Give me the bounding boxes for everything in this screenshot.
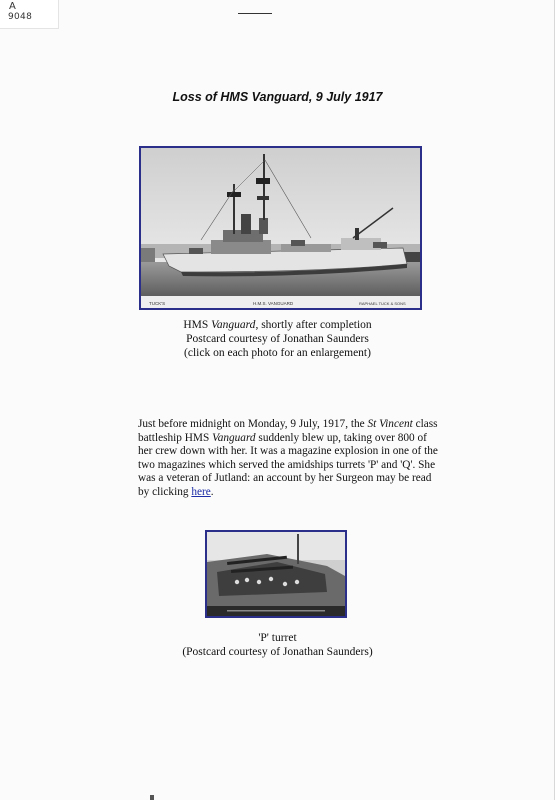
caption-line-1 xyxy=(0,318,555,332)
bottom-mark xyxy=(150,795,154,800)
paragraph-text: . xyxy=(210,485,214,498)
main-photo-caption xyxy=(0,318,555,360)
turret-caption-line-1: 'P' turret xyxy=(258,632,297,644)
paragraph-text: suddenly blew up, taking over 800 of her crew down with her. It was a magazine explosion in one of the two magazines which served the amidships turrets 'P' and 'Q'. She was a veteran of Jutland: an account by her Surgeon may be read by clicking xyxy=(138,431,438,498)
paragraph-text: class battleship HMS xyxy=(138,418,438,444)
battleship-image xyxy=(141,148,420,308)
photo-label-left: TUCK'S xyxy=(149,301,166,306)
body-paragraph xyxy=(138,418,438,500)
photo-label-right: RAPHAEL TUCK & SONS xyxy=(359,301,406,306)
ship-name-italic: Vanguard xyxy=(211,319,256,331)
archive-letter: A xyxy=(9,1,16,12)
caption-text: , shortly after completion xyxy=(255,319,372,331)
p-turret-photo[interactable] xyxy=(205,530,347,618)
archive-number: 9048 xyxy=(8,12,33,22)
vanguard-photo[interactable] xyxy=(139,146,422,310)
ship-name-italic: Vanguard xyxy=(212,431,256,444)
caption-line-2: Postcard courtesy of Jonathan Saunders xyxy=(186,333,369,345)
turret-caption-line-2: (Postcard courtesy of Jonathan Saunders) xyxy=(182,646,373,658)
page-title: Loss of HMS Vanguard, 9 July 1917 xyxy=(172,90,383,104)
photo-label-center: H.M.S. VANGUARD xyxy=(253,301,294,306)
turret-image xyxy=(207,532,345,616)
caption-text: HMS xyxy=(183,319,212,331)
turret-photo-caption xyxy=(0,631,555,659)
archive-stamp xyxy=(0,0,59,29)
caption-line-3: (click on each photo for an enlargement) xyxy=(184,347,371,359)
top-dash xyxy=(238,13,272,14)
class-name-italic: St Vincent xyxy=(367,418,413,430)
paragraph-text: Just before midnight on Monday, 9 July, 1917, the xyxy=(138,418,368,430)
surgeon-account-link[interactable]: here xyxy=(191,485,211,498)
